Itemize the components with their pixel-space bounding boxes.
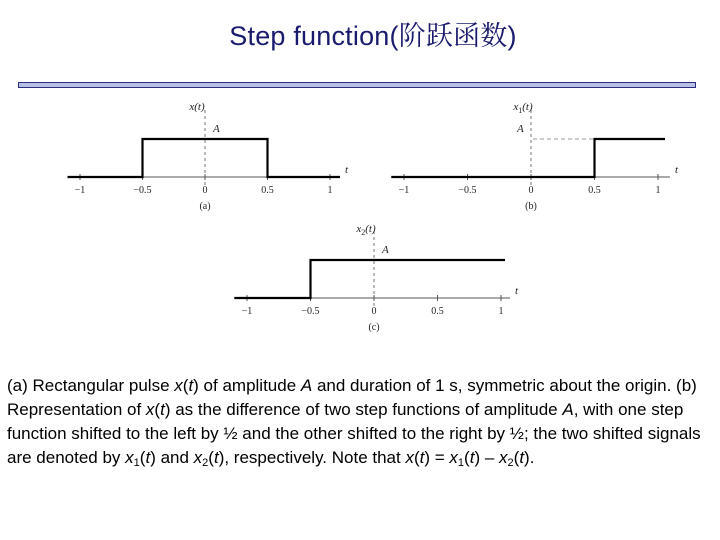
subfigure-label: (b) xyxy=(525,201,537,212)
time-label: t xyxy=(675,164,679,176)
function-label: $x_1(t)$ xyxy=(513,101,533,115)
function-label: x(t) xyxy=(189,101,205,113)
function-label: $x_2(t)$ xyxy=(356,223,376,237)
subfigure-label: (c) xyxy=(368,322,380,333)
tick-label: 0 xyxy=(528,185,534,196)
signal-waveform xyxy=(234,260,505,298)
time-label: t xyxy=(345,164,349,176)
tick-label: 0 xyxy=(371,306,377,317)
plot-b xyxy=(391,101,679,212)
amplitude-label: A xyxy=(517,123,524,135)
tick-label: 0.5 xyxy=(261,185,274,196)
slide-title: Step function(阶跃函数) xyxy=(229,21,517,51)
tick-label: 1 xyxy=(655,185,661,196)
figure-caption: (a) Rectangular pulse x(t) of amplitude A and duration of 1 s, symmetric about the origin. (b) Representation of x(t) as the difference of two step functions of amplitude A, with one step function shifted to the left by ½ and the other shifted to the right by ½; the two shifted signals are denoted by $x_1(t)$ and $x_2(t)$, respectively. Note that $x(t) = x_1(t) - x_2(t)$. xyxy=(7,376,701,469)
tick-label: −0.5 xyxy=(301,306,320,317)
amplitude-label: A xyxy=(213,123,220,135)
tick-label: 1 xyxy=(498,306,504,317)
tick-label: 0.5 xyxy=(431,306,444,317)
signal-waveform xyxy=(391,139,665,177)
tick-label: −1 xyxy=(74,185,86,196)
tick-label: −0.5 xyxy=(458,185,477,196)
time-label: t xyxy=(515,285,519,297)
amplitude-label: A xyxy=(382,244,389,256)
plot-c xyxy=(234,223,519,333)
plot-a xyxy=(68,101,350,212)
tick-label: 1 xyxy=(327,185,333,196)
tick-label: −1 xyxy=(398,185,410,196)
signal-waveform xyxy=(68,139,341,177)
tick-label: −1 xyxy=(241,306,253,317)
tick-label: 0.5 xyxy=(588,185,601,196)
subfigure-label: (a) xyxy=(199,201,211,212)
tick-label: −0.5 xyxy=(133,185,152,196)
tick-label: 0 xyxy=(202,185,208,196)
